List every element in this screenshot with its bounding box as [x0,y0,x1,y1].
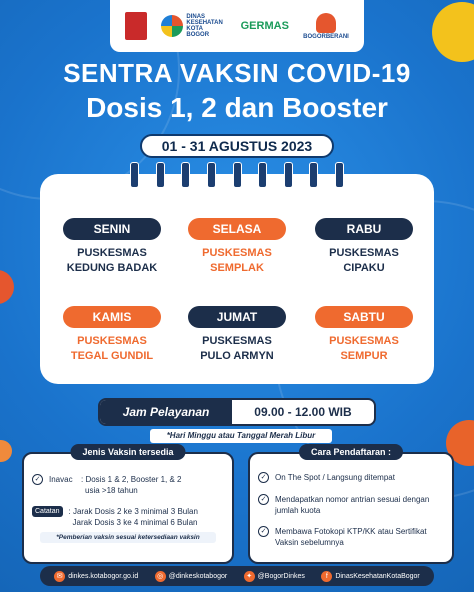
logo-bar [110,0,364,52]
check-icon: ✓ [258,472,269,483]
dinkes-logo: DINAS KESEHATAN KOTA BOGOR [161,14,226,38]
service-hours [98,398,376,426]
day-label: RABU [315,218,413,240]
calendar-ring [207,162,216,188]
virus-icon [432,2,474,62]
facebook-icon: f [321,571,332,582]
virus-icon [0,440,12,462]
calendar-ring [284,162,293,188]
date-range: 01 - 31 AGUSTUS 2023 [140,134,334,158]
vaccine-types-panel [22,447,234,564]
twitter-icon: ✦ [244,571,255,582]
vaccine-name: Inavac [49,475,73,484]
schedule-day [187,218,287,276]
instagram-icon: ◎ [155,571,166,582]
page-subtitle: Dosis 1, 2 dan Booster [86,92,388,123]
calendar-ring [258,162,267,188]
calendar-ring [233,162,242,188]
catatan-details: : Jarak Dosis 2 ke 3 minimal 3 Bulan Jarak Dosis 3 ke 4 minimal 6 Bulan [68,507,198,527]
registration-item: ✓ Mendapatkan nomor antrian sesuai dengan jumlah kuota [258,494,448,516]
kota-bogor-logo [125,12,147,40]
catatan-label: Catatan [32,506,63,517]
schedule-day [314,306,414,364]
check-icon: ✓ [258,526,269,537]
registration-item: ✓ On The Spot / Langsung ditempat [258,472,448,483]
germas-logo: GERMAS [240,20,289,32]
schedule-day [314,218,414,276]
service-hours-label: Jam Pelayanan [100,400,232,424]
bogor-berani-logo: BOGORBERANI [303,13,349,40]
location-name: PUSKESMAS CIPAKU [329,247,399,274]
check-icon: ✓ [32,474,43,485]
mail-icon: ✉ [54,571,65,582]
catatan-row [32,506,198,528]
schedule-day [187,306,287,364]
holiday-note: *Hari Minggu atau Tanggal Merah Libur [150,429,332,443]
schedule-day [62,306,162,364]
location-name: PUSKESMAS SEMPLAK [202,247,272,274]
day-label: SELASA [188,218,286,240]
social-link-website[interactable]: ✉ dinkes.kotabogor.go.id [54,571,138,582]
schedule-day [62,218,162,276]
location-name: PUSKESMAS PULO ARMYN [200,335,274,362]
registration-item: ✓ Membawa Fotokopi KTP/KK atau Sertifikat Vaksin sebelumnya [258,526,448,548]
day-label: KAMIS [63,306,161,328]
inavac-row [32,474,182,496]
location-name: PUSKESMAS SEMPUR [329,335,399,362]
panel-title: Jenis Vaksin tersedia [70,444,185,460]
calendar-ring [309,162,318,188]
registration-panel [248,447,454,564]
social-link-facebook[interactable]: f DinasKesehatanKotaBogor [321,571,419,582]
vaccine-details: : Dosis 1 & 2, Booster 1, & 2 usia >18 tahun [81,475,182,495]
virus-icon [0,270,14,304]
day-label: SENIN [63,218,161,240]
calendar-ring [335,162,344,188]
location-name: PUSKESMAS KEDUNG BADAK [66,247,158,274]
calendar-ring [181,162,190,188]
service-hours-value: 09.00 - 12.00 WIB [254,405,352,419]
location-name: PUSKESMAS TEGAL GUNDIL [70,335,154,362]
day-label: SABTU [315,306,413,328]
calendar-rings [130,162,344,188]
check-icon: ✓ [258,494,269,505]
social-link-instagram[interactable]: ◎ @dinkeskotabogor [155,571,227,582]
page-title: SENTRA VAKSIN COVID-19 [63,58,411,88]
day-label: JUMAT [188,306,286,328]
calendar-ring [156,162,165,188]
panel-title: Cara Pendaftaran : [299,444,403,460]
social-link-twitter[interactable]: ✦ @BogorDinkes [244,571,305,582]
social-links-bar [40,566,434,586]
vaccine-availability-note: *Pemberian vaksin sesuai ketersediaan vaksin [40,532,216,543]
calendar-ring [130,162,139,188]
